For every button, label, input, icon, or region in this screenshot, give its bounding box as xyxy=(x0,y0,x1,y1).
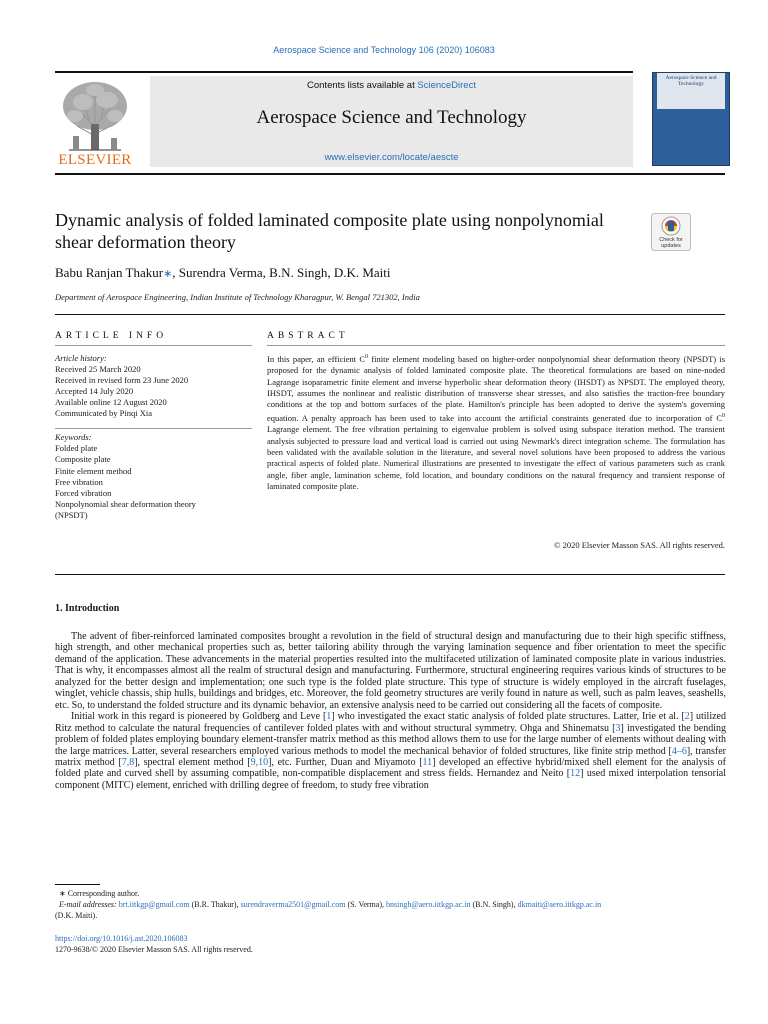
email-owner: (D.K. Maiti). xyxy=(55,911,98,920)
email-owner: (S. Verma), xyxy=(345,900,386,909)
abstract-heading: ABSTRACT xyxy=(267,331,349,341)
article-info-heading: ARTICLE INFO xyxy=(55,331,168,341)
journal-url-link[interactable]: www.elsevier.com/locate/aescte xyxy=(324,152,459,163)
keyword: Finite element method xyxy=(55,465,132,476)
cover-title: Aerospace Science and Technology xyxy=(665,75,717,87)
history-item: Available online 12 August 2020 xyxy=(55,397,167,407)
text-run: Initial work in this regard is pioneered by Goldberg and Leve [ xyxy=(71,711,327,723)
history-item: Received 25 March 2020 xyxy=(55,364,141,374)
keywords-label: Keywords: xyxy=(55,432,92,442)
email-addresses xyxy=(55,899,725,910)
keyword: Forced vibration xyxy=(55,488,112,499)
author-name: Babu Ranjan Thakur xyxy=(55,265,164,280)
contents-line xyxy=(150,80,633,91)
paragraph xyxy=(55,711,726,791)
email-owner: (B.R. Thakur), xyxy=(189,900,241,909)
issn-copyright: 1270-9638/© 2020 Elsevier Masson SAS. All rights reserved. xyxy=(55,945,253,954)
paragraph: The advent of fiber-reinforced laminated composites brought a revolution in the field of structural design and manufacturing due to their high specific stiffness, high strength, and other mechanical properties such as, better tailoring ability through the varying lamination sequence and fiber orientation to meet the specific demand of the application. These advancements in the material properties resulted into the multifaceted utilization of laminated composite plate in various industries. That is why, it encompasses almost all the realm of structural design and manufacturing. Furthermore, structural engineering requires various kinds of structures to be analyzed for the better design and implementation; one such type is the folded plate structure. This type of structure is widely employed in the aircraft fuselages, winglet, vehicle chassis, ship hulls, buildings and bridges, etc. Moreover, the fold geometry structures are verily found in nature as well, such as palm leaves, seashells, etc. So, to understand the folded structure and its dynamic behavior, an extensive analysis need to be carried out considering all the facets of composite. xyxy=(55,631,726,711)
email-link[interactable]: surendraverma2501@gmail.com xyxy=(240,900,346,909)
keyword: Composite plate xyxy=(55,454,111,465)
history-item: Received in revised form 23 June 2020 xyxy=(55,375,189,385)
keyword: Nonpolynomial shear deformation theory xyxy=(55,499,196,510)
keyword: (NPSDT) xyxy=(55,510,88,521)
email-link[interactable]: bnsingh@aero.iitkgp.ac.in xyxy=(386,900,471,909)
abstract-copyright: © 2020 Elsevier Masson SAS. All rights reserved. xyxy=(553,540,725,550)
article-title: Dynamic analysis of folded laminated composite plate using nonpolynomial shear deformation theory xyxy=(55,210,604,252)
crossmark-label-line2: updates xyxy=(661,243,681,249)
history-item: Accepted 14 July 2020 xyxy=(55,386,134,396)
email-owner: (B.N. Singh), xyxy=(470,900,518,909)
text-run: ] who investigated the exact static analysis of folded plate structures. Latter, Irie et al. [ xyxy=(331,711,685,723)
elsevier-wordmark: ELSEVIER xyxy=(58,152,132,168)
citation-link[interactable]: 1 xyxy=(326,711,332,723)
abstract-rule xyxy=(267,345,725,346)
email-link[interactable]: brt.iitkgp@gmail.com xyxy=(118,900,190,909)
affiliation: Department of Aerospace Engineering, Indian Institute of Technology Kharagpur, W. Bengal 721302, India xyxy=(55,292,420,302)
text-run: ] utilized Ritz method to calculate the natural frequencies of cantilever folded plates with and without structural symmetry. Ohga and Shinematsu [ xyxy=(55,711,726,734)
history-label: Article history: xyxy=(55,353,107,363)
citation-link[interactable]: 12 xyxy=(570,768,581,780)
keyword: Folded plate xyxy=(55,443,98,454)
citation-link[interactable]: 4–6 xyxy=(671,745,687,757)
journal-reference[interactable]: Aerospace Science and Technology 106 (2020) 106083 xyxy=(273,45,495,55)
abstract-part: finite element modeling based on higher-order nonpolynomial shear deformation theory (NPSDT) is proposed for the dynamic analysis of folded laminated composite plate. The theoretical formulations are based on nine-noded Lagrange isoparametric finite element and inverse hyperbolic shear deformation theory (IHSDT) as NPSDT. The employed theory, IHSDT, assumes the nonlinear and realistic distribution of transverse shear stresses, and also satisfies the traction-free boundary conditions at the top and bottom surfaces of the plate. Hamilton's principle has been adopted to derive the system's governing equation. A penalty approach has been used to take into account the artificial constraints generated due to incorporation of C xyxy=(267,353,726,423)
footnotes xyxy=(55,888,725,921)
email-link[interactable]: dkmaiti@aero.iitkgp.ac.in xyxy=(517,900,602,909)
journal-cover-thumbnail xyxy=(652,72,730,166)
doi-block xyxy=(55,933,725,955)
crossmark-label-line1: Check for xyxy=(659,237,683,243)
journal-title: Aerospace Science and Technology xyxy=(256,107,527,128)
article-info-rule xyxy=(55,345,252,346)
article-history xyxy=(55,353,255,419)
corresponding-author-mark[interactable]: ∗ xyxy=(163,268,173,280)
introduction-body xyxy=(55,631,726,791)
sciencedirect-link[interactable]: ScienceDirect xyxy=(417,80,476,91)
section-rule xyxy=(55,314,725,315)
citation-link[interactable]: 3 xyxy=(615,722,621,734)
citation-link[interactable]: 9,10 xyxy=(250,756,269,768)
citation-link[interactable]: 7,8 xyxy=(121,756,135,768)
citation-link[interactable]: 2 xyxy=(684,711,690,723)
text-run: ], etc. Further, Duan and Miyamoto [ xyxy=(268,756,423,768)
corresponding-author-note: ∗ Corresponding author. xyxy=(59,889,140,898)
keywords-list xyxy=(55,432,255,522)
abstract-text xyxy=(267,352,725,493)
section-rule xyxy=(55,574,725,575)
text-run: ], spectral element method [ xyxy=(134,756,251,768)
text-run: ] developed an effective hybrid/mixed shell element for the analysis of folded plate and curved shell by assuming compatible, non-compatible displacement and stress fields. Hernandez and Neito [ xyxy=(55,756,726,780)
text-run: ], transfer matrix method [ xyxy=(55,745,726,768)
header-bottom-rule xyxy=(55,173,725,175)
text-run: ] used mixed interpolation tensorial component (MITC) element, enriched with drilling degree of freedom, to study free vibration xyxy=(55,768,727,791)
header-top-rule xyxy=(55,71,633,73)
history-item: Communicated by Pinqi Xia xyxy=(55,408,153,418)
footnote-rule xyxy=(55,884,100,885)
keyword: Free vibration xyxy=(55,476,103,487)
contents-prefix: Contents lists available at xyxy=(307,80,418,91)
author-list xyxy=(55,265,655,281)
superscript: 0 xyxy=(365,354,369,360)
keywords-rule xyxy=(55,428,252,429)
emails-label: E-mail addresses: xyxy=(59,900,117,909)
citation-link[interactable]: 11 xyxy=(422,756,433,768)
author-names-rest: , Surendra Verma, B.N. Singh, D.K. Maiti xyxy=(172,265,391,280)
doi-link[interactable]: https://doi.org/10.1016/j.ast.2020.106083 xyxy=(55,934,188,943)
abstract-part: Lagrange element. The free vibration pertaining to eigenvalue problem is solved using subspace iteration method. The transient analysis subjected to pressure load and vertical load is carried out using Newmark's direct integration scheme. The formulation has been validated with the available solution in the literature, and several novel solutions have been proposed to address the various practical aspects of folded plate. Numerical illustrations are presented to investigate the effect of various parameters such as crank angle, fiber angle, lamination scheme, fold location, and boundary conditions on the natural frequency and transient response of laminated composite plate. xyxy=(267,424,725,492)
abstract-part: In this paper, an efficient C xyxy=(267,353,366,364)
superscript: 0 xyxy=(722,412,725,419)
check-for-updates-icon[interactable] xyxy=(651,213,691,251)
introduction-heading: 1. Introduction xyxy=(55,603,120,614)
text-run: ] investigated the bending problem of folded plates employing boundary element-transfer matrix method as this method allows them to use for the large number of elements without dealing with the large matrices. Latter, several researchers employed various methods to model the mechanical behavior of folded structures, like finite strip method [ xyxy=(55,722,726,757)
